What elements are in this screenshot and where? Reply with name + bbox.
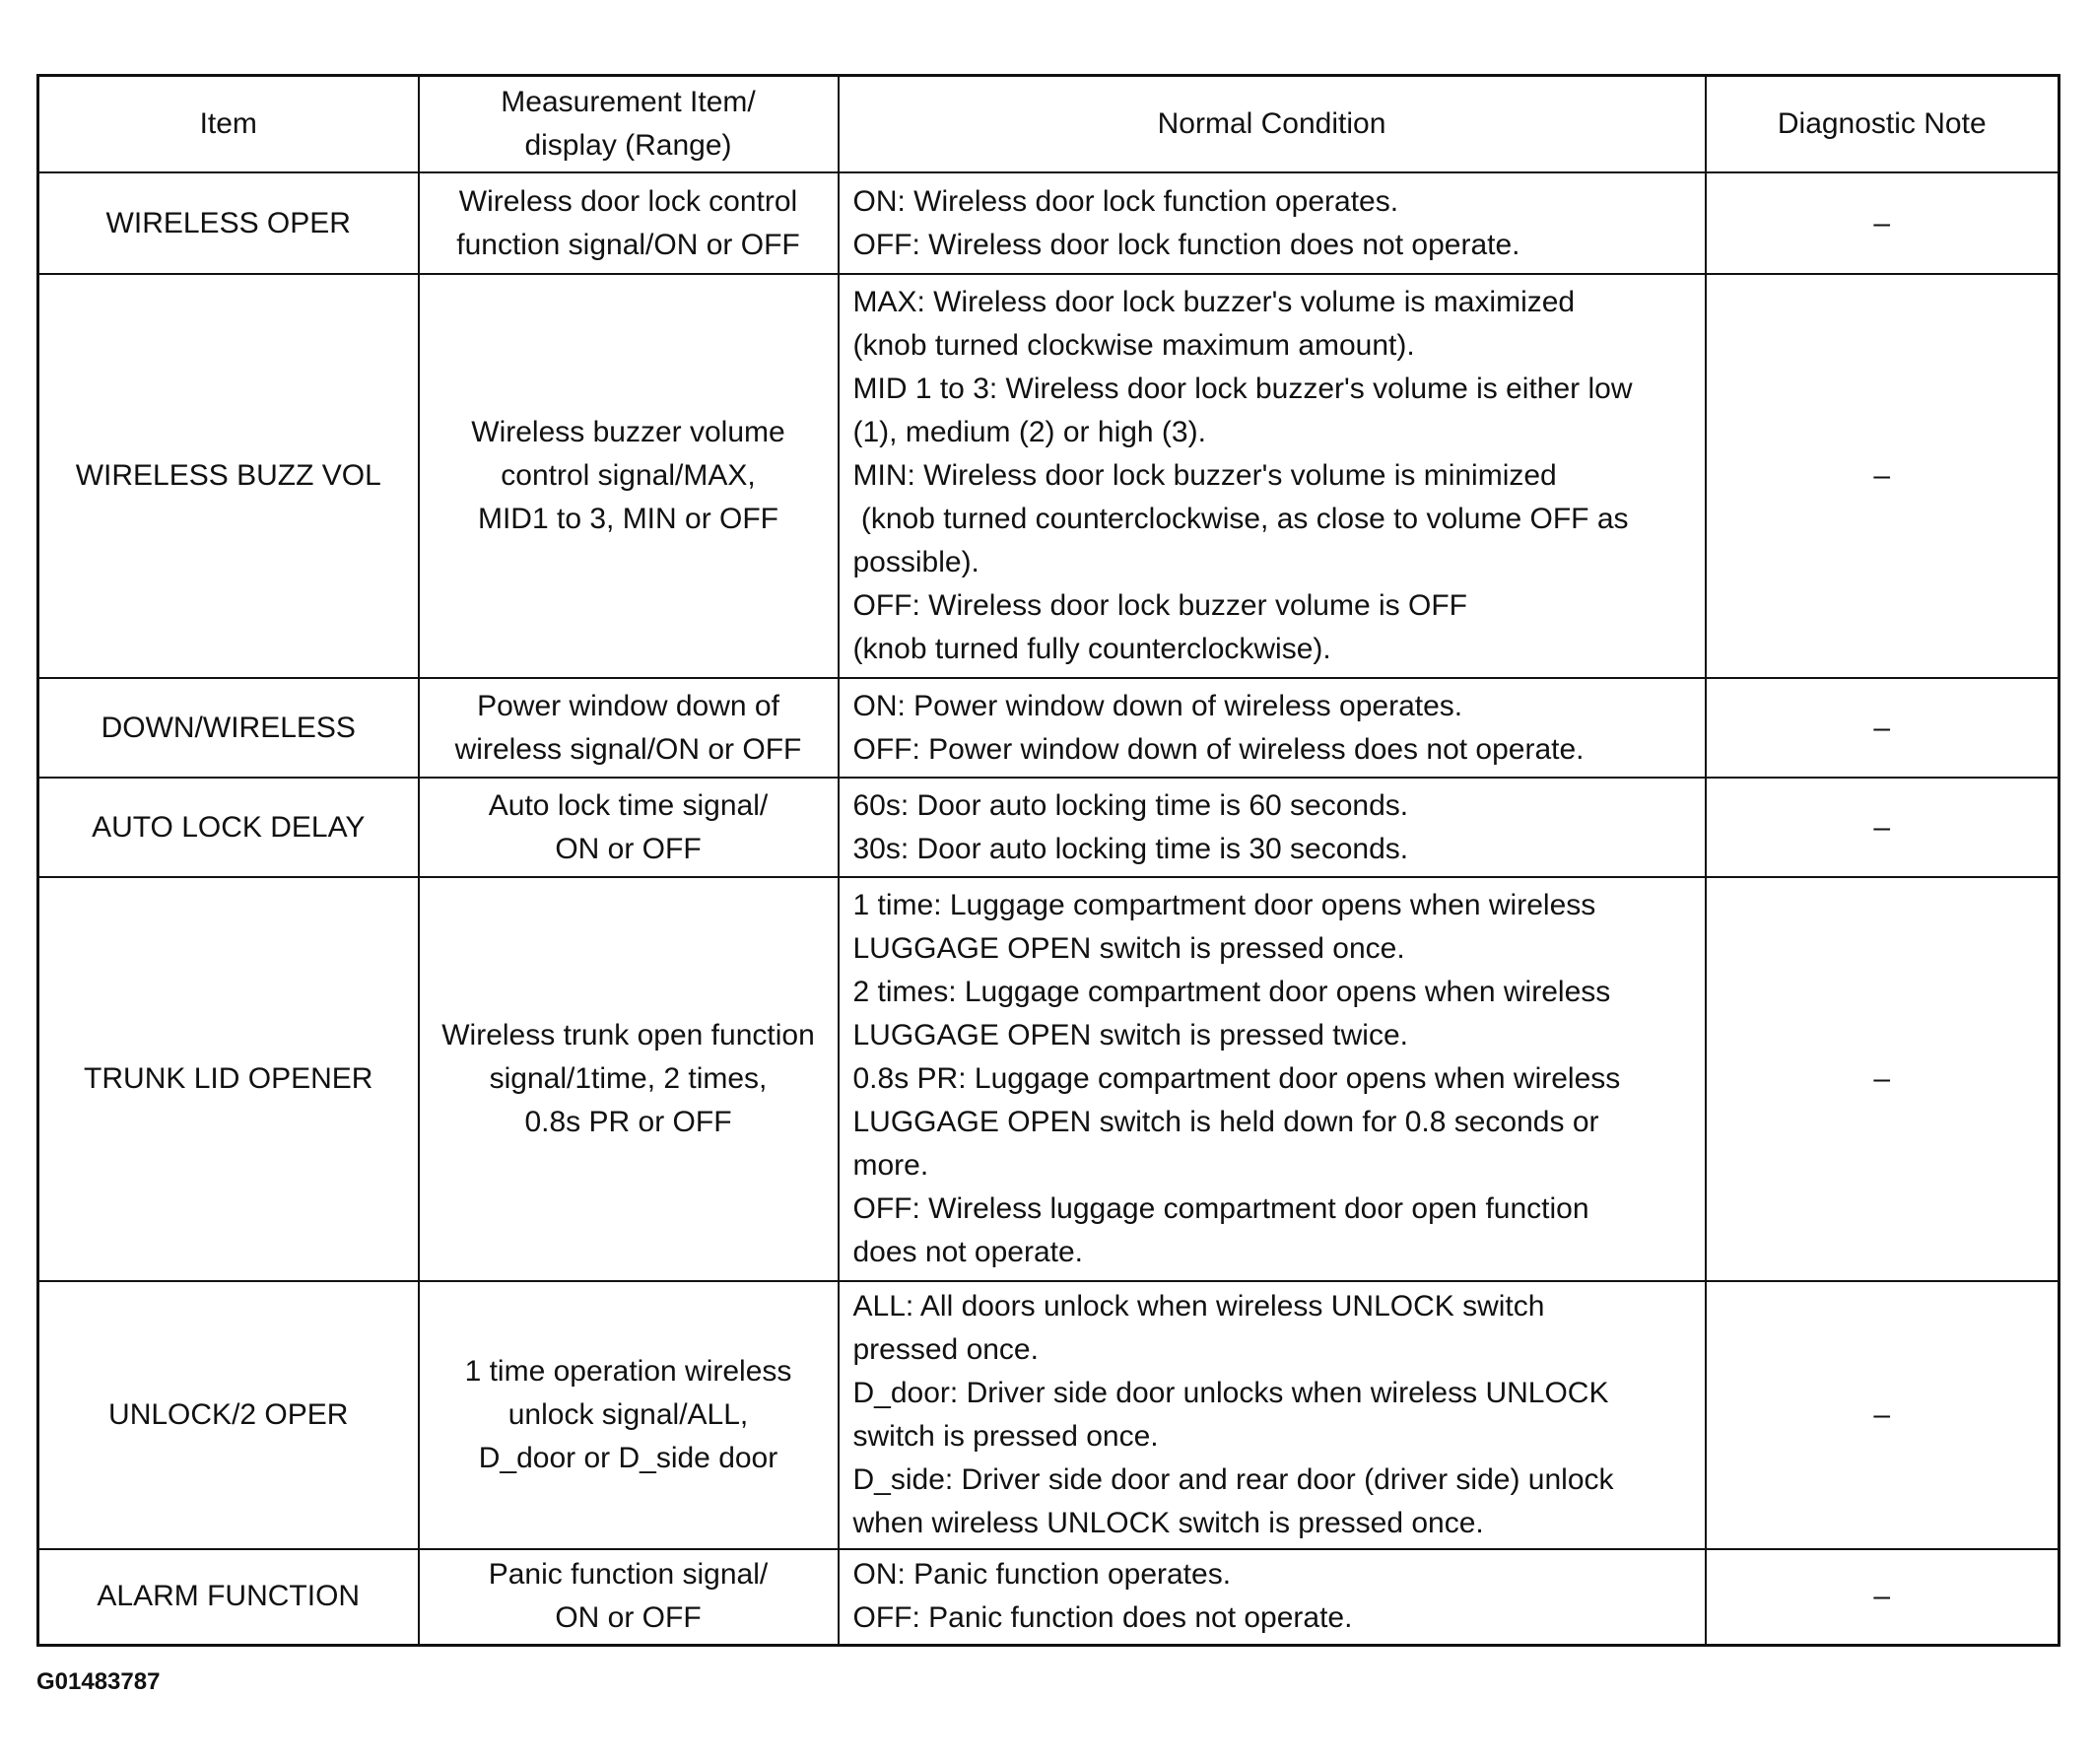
item-name: WIRELESS BUZZ VOL <box>75 459 381 492</box>
measurement-line: 1 time operation wireless <box>464 1355 792 1388</box>
header-item <box>38 76 419 173</box>
cell-item <box>38 1549 419 1645</box>
condition-line: pressed once. <box>852 1333 1039 1366</box>
measurement-line: function signal/ON or OFF <box>456 228 800 261</box>
measurement-line: Auto lock time signal/ <box>488 788 769 822</box>
condition-line: OFF: Power window down of wireless does not operate. <box>852 732 1585 766</box>
note-dash: – <box>1873 1398 1891 1431</box>
condition-line: (knob turned clockwise maximum amount). <box>852 329 1415 362</box>
cell-condition <box>839 274 1706 678</box>
cell-item <box>38 1281 419 1549</box>
item-name: WIRELESS OPER <box>105 206 351 239</box>
condition-line: (1), medium (2) or high (3). <box>852 416 1206 448</box>
measurement-line: ON or OFF <box>555 1601 702 1635</box>
measurement-line: D_door or D_side door <box>478 1442 778 1474</box>
condition-line: D_door: Driver side door unlocks when wireless UNLOCK <box>852 1377 1609 1409</box>
condition-line: ON: Power window down of wireless operates. <box>852 689 1463 722</box>
table-body <box>38 172 2059 1645</box>
cell-item <box>38 877 419 1281</box>
measurement-line: Wireless buzzer volume <box>471 416 785 448</box>
condition-line: ON: Panic function operates. <box>852 1558 1232 1592</box>
table-row <box>38 678 2059 778</box>
measurement-line: Power window down of <box>477 689 779 722</box>
cell-note <box>1706 1281 2059 1549</box>
header-measurement <box>419 76 839 173</box>
condition-line: LUGGAGE OPEN switch is pressed twice. <box>852 1019 1408 1052</box>
condition-line: OFF: Wireless door lock buzzer volume is OFF <box>852 589 1467 622</box>
condition-line: 1 time: Luggage compartment door opens when wireless <box>852 889 1596 921</box>
cell-measurement <box>419 877 839 1281</box>
cell-measurement <box>419 678 839 778</box>
header-note <box>1706 76 2059 173</box>
condition-line: LUGGAGE OPEN switch is pressed once. <box>852 932 1405 965</box>
note-dash: – <box>1873 810 1891 844</box>
note-dash: – <box>1873 1062 1891 1095</box>
header-measurement-line: display (Range) <box>524 129 732 162</box>
measurement-line: MID1 to 3, MIN or OFF <box>477 503 779 535</box>
measurement-line: signal/1time, 2 times, <box>489 1062 768 1095</box>
figure-id: G01483787 <box>36 1668 161 1695</box>
note-dash: – <box>1873 459 1891 492</box>
item-name: UNLOCK/2 OPER <box>108 1398 349 1431</box>
condition-line: switch is pressed once. <box>852 1420 1159 1453</box>
header-note-label: Diagnostic Note <box>1777 107 1987 140</box>
cell-condition <box>839 1281 1706 1549</box>
cell-note <box>1706 678 2059 778</box>
condition-line: (knob turned counterclockwise, as close to volume OFF as <box>852 503 1629 535</box>
condition-line: possible). <box>852 546 979 578</box>
measurement-line: Wireless trunk open function <box>441 1019 815 1052</box>
measurement-line: ON or OFF <box>555 832 702 865</box>
measurement-line: Wireless door lock control <box>458 184 798 218</box>
note-dash: – <box>1873 1580 1891 1613</box>
header-measurement-line: Measurement Item/ <box>501 86 756 118</box>
condition-line: OFF: Wireless door lock function does not operate. <box>852 228 1520 261</box>
table-row <box>38 778 2059 877</box>
cell-note <box>1706 1549 2059 1645</box>
condition-line: more. <box>852 1149 929 1182</box>
item-name: AUTO LOCK DELAY <box>92 810 366 844</box>
condition-line: when wireless UNLOCK switch is pressed once. <box>852 1507 1484 1539</box>
note-dash: – <box>1873 711 1891 744</box>
header-condition-label: Normal Condition <box>1157 107 1386 140</box>
data-table <box>36 74 2060 1647</box>
cell-condition <box>839 172 1706 274</box>
condition-line: 30s: Door auto locking time is 30 seconds. <box>852 832 1409 865</box>
condition-line: OFF: Panic function does not operate. <box>852 1601 1353 1635</box>
table-row <box>38 172 2059 274</box>
condition-line: MID 1 to 3: Wireless door lock buzzer's volume is either low <box>852 373 1633 405</box>
cell-condition <box>839 1549 1706 1645</box>
table-row <box>38 1549 2059 1645</box>
cell-item <box>38 678 419 778</box>
table-row <box>38 274 2059 678</box>
cell-note <box>1706 877 2059 1281</box>
measurement-line: control signal/MAX, <box>501 459 756 492</box>
condition-line: OFF: Wireless luggage compartment door open function <box>852 1192 1589 1225</box>
table-row <box>38 877 2059 1281</box>
condition-line: LUGGAGE OPEN switch is held down for 0.8 seconds or <box>852 1106 1599 1138</box>
measurement-line: Panic function signal/ <box>488 1558 769 1592</box>
cell-measurement <box>419 274 839 678</box>
condition-line: MIN: Wireless door lock buzzer's volume is minimized <box>852 459 1557 492</box>
table-row <box>38 1281 2059 1549</box>
header-item-label: Item <box>199 107 257 140</box>
measurement-line: 0.8s PR or OFF <box>524 1106 732 1138</box>
condition-line: ON: Wireless door lock function operates. <box>852 184 1399 218</box>
cell-measurement <box>419 1549 839 1645</box>
cell-note <box>1706 274 2059 678</box>
condition-line: 2 times: Luggage compartment door opens when wireless <box>852 976 1611 1008</box>
measurement-line: unlock signal/ALL, <box>507 1398 749 1431</box>
cell-measurement <box>419 778 839 877</box>
condition-line: does not operate. <box>852 1236 1084 1268</box>
header-condition <box>839 76 1706 173</box>
header-row <box>38 76 2059 173</box>
note-dash: – <box>1873 206 1891 239</box>
item-name: ALARM FUNCTION <box>97 1580 361 1613</box>
condition-line: (knob turned fully counterclockwise). <box>852 633 1331 665</box>
condition-line: 0.8s PR: Luggage compartment door opens when wireless <box>852 1062 1621 1095</box>
cell-condition <box>839 678 1706 778</box>
condition-line: D_side: Driver side door and rear door (driver side) unlock <box>852 1463 1614 1496</box>
cell-note <box>1706 778 2059 877</box>
cell-item <box>38 778 419 877</box>
cell-condition <box>839 877 1706 1281</box>
condition-line: ALL: All doors unlock when wireless UNLOCK switch <box>852 1290 1545 1323</box>
cell-condition <box>839 778 1706 877</box>
cell-note <box>1706 172 2059 274</box>
cell-measurement <box>419 1281 839 1549</box>
condition-line: 60s: Door auto locking time is 60 seconds. <box>852 788 1409 822</box>
cell-measurement <box>419 172 839 274</box>
measurement-line: wireless signal/ON or OFF <box>454 732 802 766</box>
condition-line: MAX: Wireless door lock buzzer's volume is maximized <box>852 286 1576 318</box>
item-name: DOWN/WIRELESS <box>101 711 356 744</box>
item-name: TRUNK LID OPENER <box>84 1062 373 1095</box>
cell-item <box>38 274 419 678</box>
cell-item <box>38 172 419 274</box>
